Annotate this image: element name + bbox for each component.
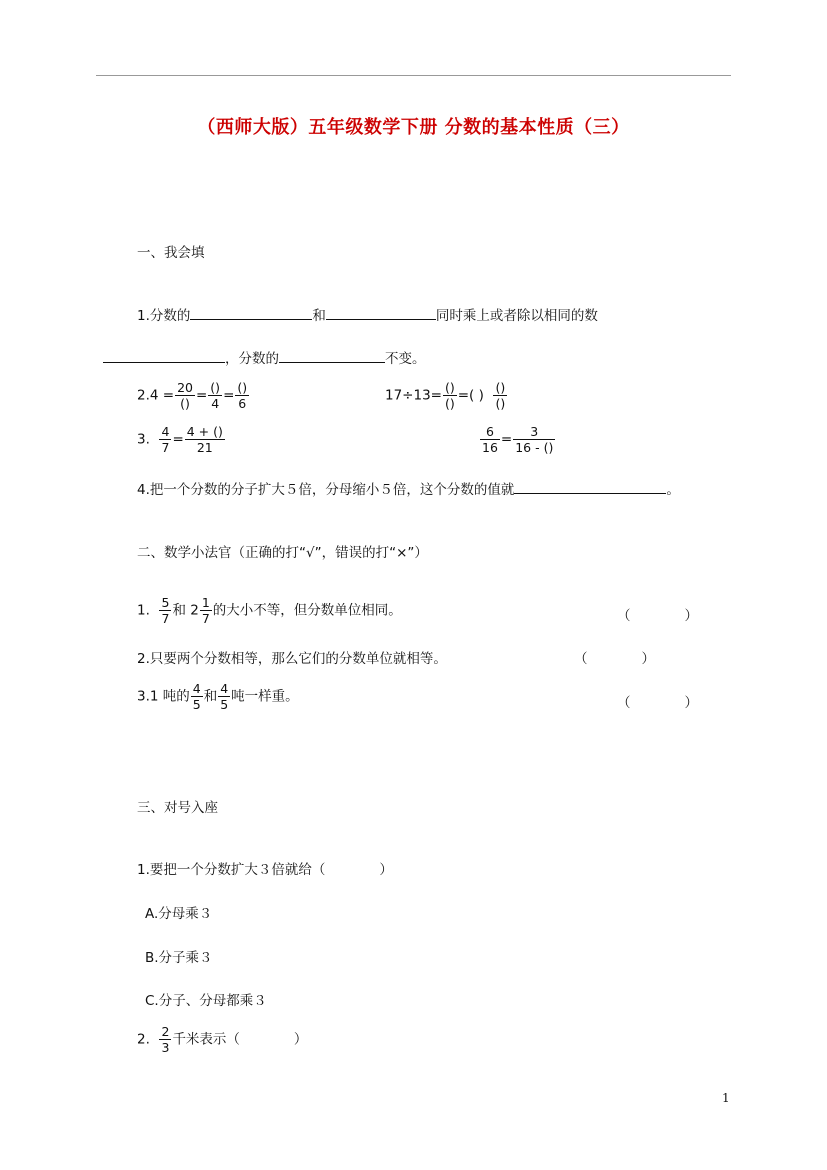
- fraction: $\frac{4 + ()}{21}$: [186, 424, 223, 455]
- page-number: 1: [722, 1091, 730, 1105]
- answer-paren[interactable]: （ ）: [617, 608, 698, 624]
- answer-blank[interactable]: [103, 348, 225, 363]
- fraction: $\frac{2}{3}$: [161, 1024, 170, 1055]
- section2-heading: 二、数学小法官（正确的打“√”，错误的打“×”）: [137, 545, 428, 561]
- s1-q3-right: [479, 424, 556, 455]
- fraction: $\frac{1}{7}$: [201, 595, 210, 626]
- fraction: $\frac{()}{6}$: [237, 380, 248, 411]
- s1-q1-text-e: 不变。: [385, 351, 426, 367]
- fraction: $\frac{4}{5}$: [220, 681, 229, 712]
- page-title: （西师大版）五年级数学下册 分数的基本性质（三）: [197, 117, 630, 138]
- fraction: $\frac{()}{()}$: [444, 380, 455, 411]
- s1-q2-right: [385, 380, 508, 411]
- fraction: $\frac{()}{()}$: [495, 380, 506, 411]
- equals-sign: =: [172, 431, 184, 448]
- s3-q1: 1.要把一个分数扩大３倍就给（ ）: [137, 862, 393, 878]
- option-b[interactable]: B.分子乘３: [145, 950, 213, 966]
- answer-paren[interactable]: （ ）: [617, 695, 698, 711]
- section3-heading: 三、对号入座: [137, 800, 218, 816]
- answer-blank[interactable]: [514, 479, 666, 494]
- s1-q3-label: 3.: [137, 431, 150, 448]
- answer-paren[interactable]: （ ）: [574, 651, 655, 667]
- s2-q1-and: 和 2: [172, 602, 199, 619]
- fraction: $\frac{4}{5}$: [192, 681, 201, 712]
- option-c[interactable]: C.分子、分母都乘３: [145, 993, 267, 1009]
- equals-sign: =: [500, 431, 513, 448]
- equals-sign: =: [223, 387, 235, 404]
- s1-q2r-mid: =( ): [457, 387, 484, 404]
- s1-q1-text-a: 1.分数的: [137, 308, 191, 324]
- s1-q2-label: 2.4 =: [137, 387, 175, 404]
- s1-q1-text-d: ，分数的: [225, 351, 279, 367]
- fraction: $\frac{5}{7}$: [161, 595, 170, 626]
- answer-blank[interactable]: [279, 348, 385, 363]
- s3-q2-text: 千米表示（ ）: [172, 1031, 308, 1048]
- s1-q3-left: [137, 424, 226, 455]
- s2-q2: 2.只要两个分数相等，那么它们的分数单位就相等。: [137, 651, 447, 667]
- s1-q2-left: [137, 380, 250, 411]
- s1-q1-text-c: 同时乘上或者除以相同的数: [435, 308, 598, 324]
- s1-q4-end: 。: [666, 482, 680, 498]
- fraction: $\frac{20}{()}$: [177, 380, 193, 411]
- s3-q2: [137, 1024, 307, 1055]
- s2-q3-text: 吨一样重。: [231, 688, 299, 705]
- answer-blank[interactable]: [190, 305, 312, 320]
- s2-q1-label: 1.: [137, 602, 150, 619]
- s1-q1-line1: [137, 304, 598, 324]
- s2-q1: [137, 595, 402, 626]
- s2-q3-and: 和: [203, 688, 218, 705]
- fraction: $\frac{()}{4}$: [210, 380, 221, 411]
- fraction: $\frac{4}{7}$: [161, 424, 170, 455]
- s1-q1-line2: [103, 347, 426, 367]
- s2-q3-label: 3.1 吨的: [137, 688, 190, 705]
- s1-q2r-label: 17÷13=: [385, 387, 442, 404]
- s1-q4: [137, 478, 680, 498]
- option-a[interactable]: A.分母乘３: [145, 906, 213, 922]
- fraction: $\frac{6}{16}$: [482, 424, 498, 455]
- s2-q1-text: 的大小不等，但分数单位相同。: [212, 602, 402, 619]
- equals-sign: =: [195, 387, 208, 404]
- fraction: $\frac{3}{16 - ()}$: [515, 424, 554, 455]
- section1-heading: 一、我会填: [137, 245, 205, 261]
- s1-q1-text-b: 和: [312, 308, 326, 324]
- s1-q4-text: 4.把一个分数的分子扩大５倍，分母缩小５倍，这个分数的值就: [137, 482, 515, 498]
- s3-q2-label: 2.: [137, 1031, 150, 1048]
- answer-blank[interactable]: [326, 305, 436, 320]
- header-rule: [96, 75, 731, 76]
- s2-q3: [137, 681, 299, 712]
